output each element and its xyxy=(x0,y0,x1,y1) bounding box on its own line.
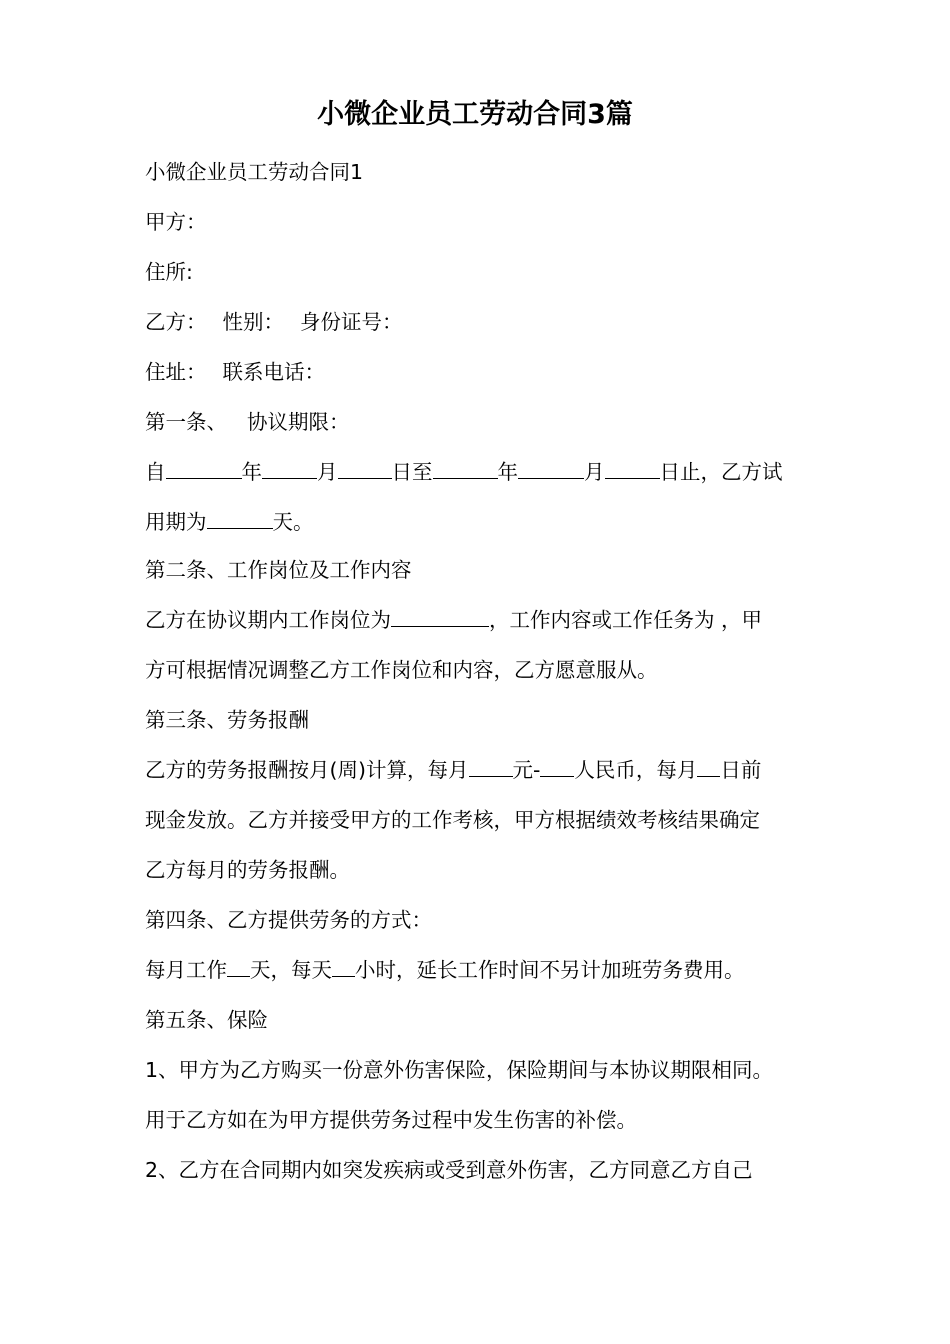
blank-field xyxy=(697,756,720,777)
article1-heading-text: 协议期限： xyxy=(247,410,350,434)
id-number-label: 身份证号： xyxy=(300,310,403,334)
article5-item2-line1: 2、乙方在合同期内如突发疾病或受到意外伤害，乙方同意乙方自己 xyxy=(145,1158,753,1182)
article5-heading: 第五条、保险 xyxy=(145,1008,268,1032)
contract-subtitle: 小微企业员工劳动合同1 xyxy=(145,160,364,184)
blank-field xyxy=(166,458,242,479)
blank-field xyxy=(391,606,489,627)
article1-heading xyxy=(145,407,350,437)
text-segment: 天，每天 xyxy=(250,958,332,982)
text-segment: 乙方的劳务报酬按月(周)计算，每月 xyxy=(145,758,469,782)
article5-item1-line1: 1、甲方为乙方购买一份意外伤害保险，保险期间与本协议期限相同。 xyxy=(145,1058,774,1082)
blank-field xyxy=(207,508,273,529)
party-b-label: 乙方： xyxy=(145,310,207,334)
blank-field xyxy=(262,458,317,479)
blank-field xyxy=(227,956,250,977)
blank-field xyxy=(605,458,660,479)
text-segment: 日前 xyxy=(720,758,762,782)
text-segment: 人民币，每月 xyxy=(574,758,698,782)
text-segment: 用期为 xyxy=(145,510,207,534)
article1-paragraph-line2 xyxy=(145,507,314,537)
article3-paragraph-line3: 乙方每月的劳务报酬。 xyxy=(145,858,350,882)
residence-label: 住所: xyxy=(145,260,193,284)
text-segment: 每月工作 xyxy=(145,958,227,982)
blank-field xyxy=(338,458,392,479)
phone-label: 联系电话： xyxy=(222,360,325,384)
address-label: 住址： xyxy=(145,360,207,384)
article4-heading: 第四条、乙方提供劳务的方式： xyxy=(145,908,432,932)
article2-paragraph-line1 xyxy=(145,605,762,635)
article1-paragraph-line1 xyxy=(145,457,783,487)
article3-paragraph-line1 xyxy=(145,755,761,785)
article3-paragraph-line2: 现金发放。乙方并接受甲方的工作考核，甲方根据绩效考核结果确定 xyxy=(145,808,760,832)
text-segment: 年 xyxy=(497,460,518,484)
blank-field xyxy=(518,458,584,479)
blank-field xyxy=(469,756,513,777)
party-a-label: 甲方： xyxy=(145,210,207,234)
article2-paragraph-line2: 方可根据情况调整乙方工作岗位和内容，乙方愿意服从。 xyxy=(145,658,658,682)
text-segment: ，工作内容或工作任务为 ，甲 xyxy=(489,608,763,632)
article1-heading-number: 第一条、 xyxy=(145,410,227,434)
blank-field xyxy=(540,756,574,777)
text-segment: 日至 xyxy=(391,460,433,484)
article3-heading: 第三条、劳务报酬 xyxy=(145,708,309,732)
text-segment: 年 xyxy=(241,460,262,484)
article2-heading: 第二条、工作岗位及工作内容 xyxy=(145,558,412,582)
article4-paragraph-line1 xyxy=(145,955,745,985)
text-segment: 小时，延长工作时间不另计加班劳务费用。 xyxy=(355,958,745,982)
blank-field xyxy=(433,458,498,479)
text-segment: 乙方在协议期内工作岗位为 xyxy=(145,608,391,632)
text-segment: 元- xyxy=(512,758,541,782)
article5-item1-line2: 用于乙方如在为甲方提供劳务过程中发生伤害的补偿。 xyxy=(145,1108,637,1132)
text-segment: 日止，乙方试 xyxy=(659,460,783,484)
blank-field xyxy=(332,956,355,977)
party-b-line xyxy=(145,307,403,337)
address-line xyxy=(145,357,325,387)
text-segment: 月 xyxy=(584,460,605,484)
text-segment: 自 xyxy=(145,460,166,484)
gender-label: 性别： xyxy=(222,310,284,334)
text-segment: 月 xyxy=(317,460,338,484)
text-segment: 天。 xyxy=(272,510,314,534)
document-title: 小微企业员工劳动合同3篇 xyxy=(317,99,633,130)
